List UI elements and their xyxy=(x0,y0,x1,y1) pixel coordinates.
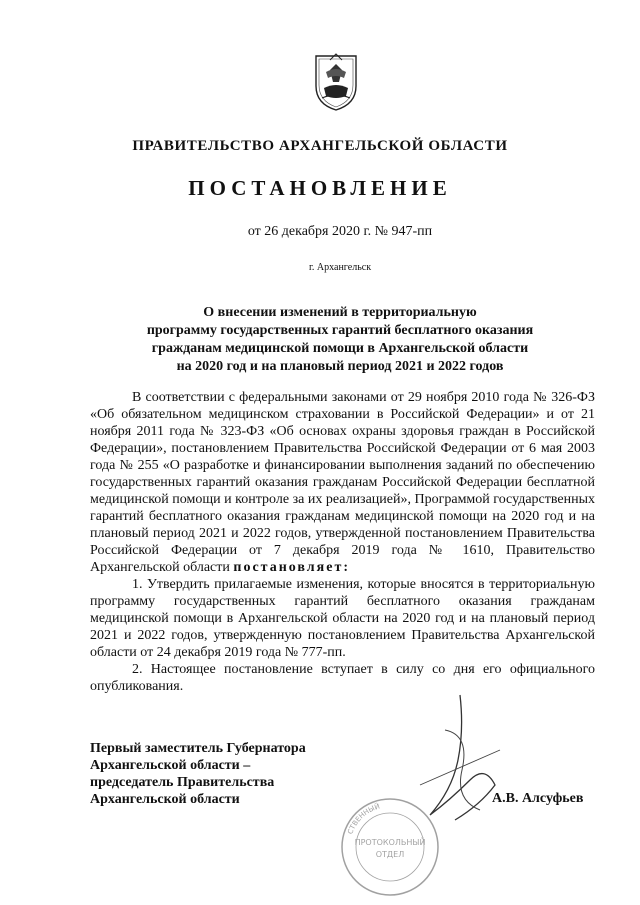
decree-word: постановляет: xyxy=(233,560,350,575)
position-line: Архангельской области – xyxy=(90,758,251,773)
stamp-center-text: ПРОТОКОЛЬНЫЙ xyxy=(354,838,426,847)
preamble-text: В соответствии с федеральными законами от 29 ноября 2010 года № 326-ФЗ «Об обязательном медицинском страховании в Российской Федерации» и от 21 ноября 2011 года № 323-ФЗ «Об основах охраны здоровья граждан в Российской Федерации», постановлением Правительства Российской Федерации от 6 мая 2003 года № 255 «О разработке и финансировании выполнения заданий по обеспечению государственных гарантий оказания гражданам Российской Федерации бесплатной медицинской помощи и контроле за их реализацией», Программой государственных гарантий бесплатного оказания гражданам медицинской помощи на 2020 год и на плановый период 2021 и 2022 годов, утвержденной постановлением Правительства Российской Федерации от 7 декабря 2019 года № 1610, Правительство Архангельской области xyxy=(90,390,595,575)
signatory-position xyxy=(90,740,306,808)
title-line: на 2020 год и на плановый период 2021 и 2022 годов xyxy=(176,359,504,374)
organization-name: ПРАВИТЕЛЬСТВО АРХАНГЕЛЬСКОЙ ОБЛАСТИ xyxy=(132,138,508,154)
position-line: председатель Правительства xyxy=(90,775,275,790)
title-line: программу государственных гарантий бесплатного оказания xyxy=(146,323,534,338)
title-line: гражданам медицинской помощи в Архангельской области xyxy=(151,341,529,356)
document-type: ПОСТАНОВЛЕНИЕ xyxy=(188,176,452,200)
official-stamp xyxy=(335,795,445,900)
document-title xyxy=(110,304,570,376)
stamp-center-text-2: ОТДЕЛ xyxy=(375,850,405,859)
item-1-paragraph: 1. Утвердить прилагаемые изменения, которые вносятся в территориальную программу государственных гарантий бесплатного оказания гражданам медицинской помощи в Архангельской области на 2020 год и на плановый период 2021 и 2022 годов, утвержденную постановлением Правительства Архангельской области от 24 декабря 2019 года № 777-пп. xyxy=(90,577,595,660)
document-date-number: от 26 декабря 2020 г. № 947-пп xyxy=(247,224,433,239)
coat-of-arms-emblem xyxy=(312,52,360,112)
position-line: Первый заместитель Губернатора xyxy=(90,741,306,756)
signatory-name: А.В. Алсуфьев xyxy=(492,791,584,806)
preamble-paragraph xyxy=(90,389,595,576)
title-line: О внесении изменений в территориальную xyxy=(203,305,477,320)
document-body xyxy=(90,389,595,695)
item-2-paragraph: 2. Настоящее постановление вступает в силу со дня его официального опубликования. xyxy=(90,662,595,694)
stamp-ring-text: СТВЕННЫЙ xyxy=(346,802,381,836)
document-city: г. Архангельск xyxy=(308,262,372,273)
position-line: Архангельской области xyxy=(90,792,240,807)
